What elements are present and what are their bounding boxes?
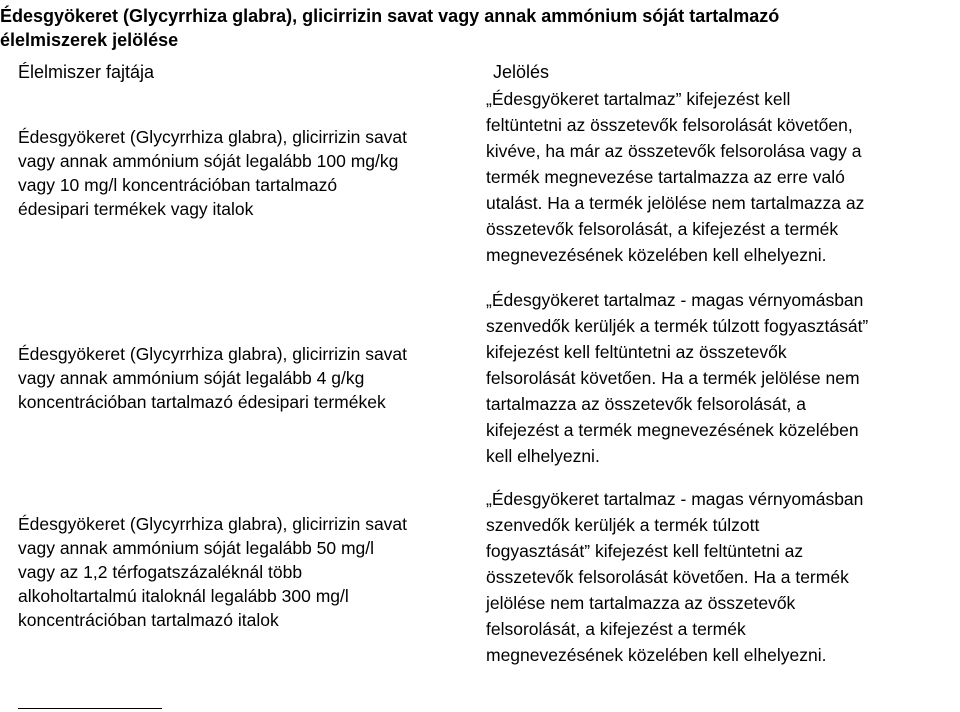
row-3-food-type	[18, 512, 488, 632]
document-title	[0, 4, 950, 52]
row-1-label-line: kivéve, ha már az összetevők felsorolása vagy a	[486, 141, 862, 161]
row-3-label-line: „Édesgyökeret tartalmaz - magas vérnyomásban	[486, 489, 864, 509]
row-3-food-line: vagy az 1,2 térfogatszázaléknál több	[18, 562, 303, 582]
row-3-food-line: Édesgyökeret (Glycyrrhiza glabra), glicirrizin savat	[18, 514, 408, 534]
row-3-label-line: felsorolását, a kifejezést a termék	[486, 619, 746, 639]
row-2-label-line: tartalmazza az összetevők felsorolását, a	[486, 394, 807, 414]
row-3-label-line: összetevők felsorolását követően. Ha a termék	[486, 567, 849, 587]
row-3-food-line: vagy annak ammónium sóját legalább 50 mg/l	[18, 538, 375, 558]
row-1-label-line: termék megnevezése tartalmazza az erre való	[486, 167, 845, 187]
row-3-labeling	[486, 486, 954, 668]
row-2-label-line: felsorolását követően. Ha a termék jelölése nem	[486, 368, 860, 388]
row-1-food-line: vagy 10 mg/l koncentrációban tartalmazó	[18, 175, 338, 195]
row-1-label-line: „Édesgyökeret tartalmaz” kifejezést kell	[486, 89, 791, 109]
footnote-separator	[18, 708, 162, 709]
row-2-label-line: „Édesgyökeret tartalmaz - magas vérnyomásban	[486, 290, 864, 310]
row-1-food-line: vagy annak ammónium sóját legalább 100 mg/kg	[18, 151, 399, 171]
row-3-label-line: jelölése nem tartalmazza az összetevők	[486, 593, 796, 613]
row-2-label-line: kifejezést a termék megnevezésének közelében	[486, 420, 859, 440]
row-3-food-line: koncentrációban tartalmazó italok	[18, 610, 279, 630]
row-1-label-line: utalást. Ha a termék jelölése nem tartalmazza az	[486, 193, 865, 213]
row-2-labeling	[486, 287, 954, 469]
row-3-label-line: szenvedők kerüljék a termék túlzott	[486, 515, 760, 535]
row-3-label-line: megnevezésének közelében kell elhelyezni.	[486, 645, 827, 665]
row-2-label-line: szenvedők kerüljék a termék túlzott fogyasztását”	[486, 316, 869, 336]
row-1-food-type	[18, 125, 488, 221]
row-1-food-line: édesipari termékek vagy italok	[18, 199, 254, 219]
title-line-1: Édesgyökeret (Glycyrrhiza glabra), glicirrizin savat vagy annak ammónium sóját tartalmazó	[0, 6, 780, 26]
row-1-label-line: összetevők felsorolását, a kifejezést a termék	[486, 219, 839, 239]
row-3-food-line: alkoholtartalmú italoknál legalább 300 mg/l	[18, 586, 349, 606]
row-3-label-line: fogyasztását” kifejezést kell feltüntetni az	[486, 541, 804, 561]
row-2-label-line: kifejezést kell feltüntetni az összetevők	[486, 342, 787, 362]
row-2-food-line: koncentrációban tartalmazó édesipari termékek	[18, 392, 386, 412]
row-2-food-type	[18, 342, 488, 414]
row-1-label-line: feltüntetni az összetevők felsorolását követően,	[486, 115, 853, 135]
row-1-labeling	[486, 86, 954, 268]
title-line-2: élelmiszerek jelölése	[0, 30, 179, 50]
column-header-food-type: Élelmiszer fajtája	[18, 62, 155, 82]
column-header-labeling: Jelölés	[493, 62, 550, 82]
row-2-food-line: vagy annak ammónium sóját legalább 4 g/kg	[18, 368, 365, 388]
row-1-food-line: Édesgyökeret (Glycyrrhiza glabra), glicirrizin savat	[18, 127, 408, 147]
row-1-label-line: megnevezésének közelében kell elhelyezni.	[486, 245, 827, 265]
row-2-label-line: kell elhelyezni.	[486, 446, 600, 466]
row-2-food-line: Édesgyökeret (Glycyrrhiza glabra), glicirrizin savat	[18, 344, 408, 364]
